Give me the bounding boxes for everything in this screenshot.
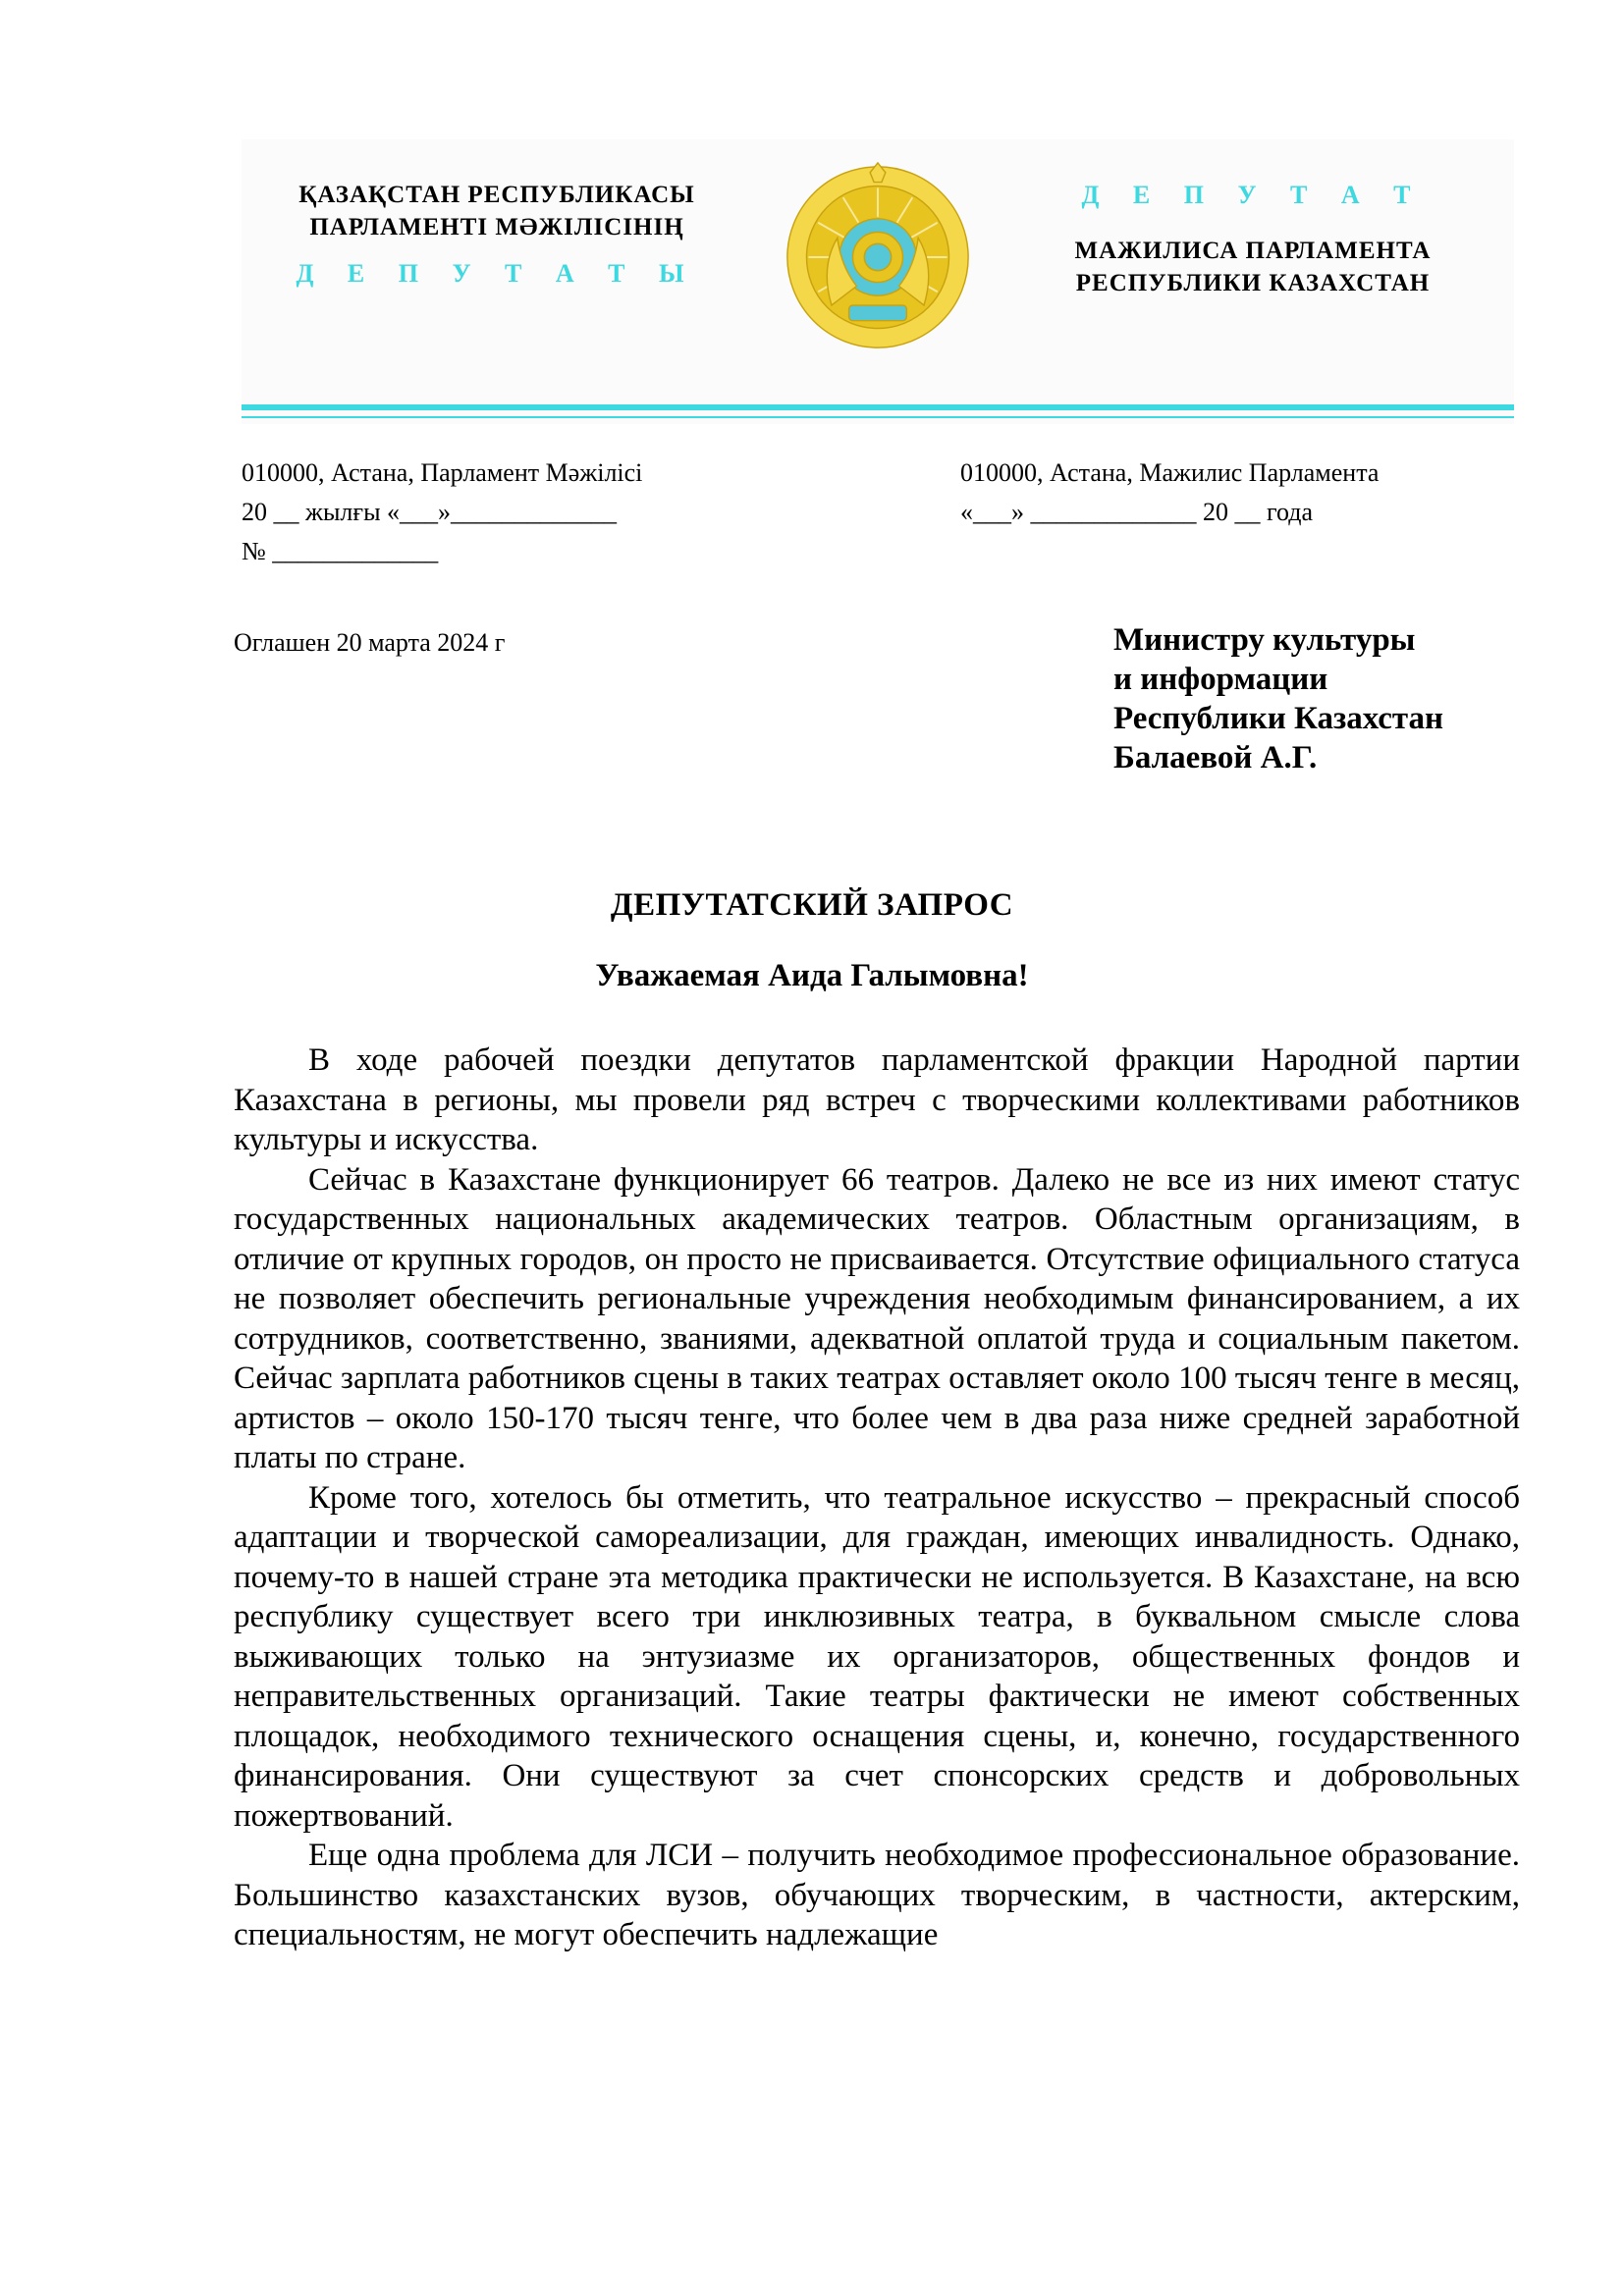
recipient-block <box>1113 620 1443 777</box>
letterhead-left-line-1: ҚАЗАҚСТАН РЕСПУБЛИКАСЫ <box>298 182 695 208</box>
body-paragraph: Еще одна проблема для ЛСИ – получить необходимое профессиональное образование. Большинство казахстанских вузов, обучающих творческим, в частности, актерским, специальностям, не могут обеспечить надлежащие <box>234 1838 1520 1952</box>
address-block-russian <box>960 454 1510 532</box>
greeting: Уважаемая Аида Галымовна! <box>595 958 1029 993</box>
address-right-line-2: «___» _____________ 20 __ года <box>960 498 1314 526</box>
address-block-kazakh <box>242 454 791 571</box>
letterhead-left-line-2: ПАРЛАМЕНТІ МӘЖІЛІСІНІҢ <box>309 214 684 240</box>
body-paragraph: Сейчас в Казахстане функционирует 66 театров. Далеко не все из них имеют статус государственных национальных академических театров. Областным организациям, в отличие от крупных городов, он просто не присваивается. Отсутствие официального статуса не позволяет обеспечить региональные учреждения необходимым финансированием, а их сотрудников, соответственно, званиями, адекватной оплатой труда и социальным пакетом. Сейчас зарплата работников сцены в таких театрах оставляет около 100 тысяч тенге в месяц, артистов – около 150-170 тысяч тенге, что более чем в два раза ниже средней заработной платы по стране. <box>234 1161 1520 1475</box>
address-left-line-1: 010000, Астана, Парламент Мәжілісі <box>242 458 643 487</box>
address-left-line-3: № _____________ <box>242 537 439 565</box>
letterhead-divider-thick <box>242 404 1514 410</box>
recipient-line-2: и информации <box>1113 662 1328 697</box>
kazakhstan-emblem-icon <box>782 161 974 353</box>
recipient-line-3: Республики Казахстан <box>1113 701 1444 736</box>
recipient-line-4: Балаевой А.Г. <box>1113 740 1318 775</box>
letterhead-divider-thin <box>242 416 1514 418</box>
recipient-line-1: Министру культуры <box>1113 622 1416 658</box>
announcement-date: Оглашен 20 марта 2024 г <box>234 628 506 657</box>
address-left-line-2: 20 __ жылғы «___»_____________ <box>242 498 618 526</box>
letterhead-right-title: Д Е П У Т А Т <box>1081 181 1425 209</box>
letter-body <box>234 1041 1520 1955</box>
body-paragraph: В ходе рабочей поездки депутатов парламентской фракции Народной партии Казахстана в регионы, мы провели ряд встреч с творческими коллективами работников культуры и искусства. <box>234 1042 1520 1157</box>
letterhead-left-title: Д Е П У Т А Т Ы <box>296 259 698 288</box>
letterhead-left <box>242 179 752 290</box>
letterhead-right-line-2: РЕСПУБЛИКИ КАЗАХСТАН <box>1075 270 1431 296</box>
address-right-line-1: 010000, Астана, Мажилис Парламента <box>960 458 1380 487</box>
letterhead-right <box>1037 179 1469 299</box>
letterhead-right-line-1: МАЖИЛИСА ПАРЛАМЕНТА <box>1074 238 1432 264</box>
body-paragraph: Кроме того, хотелось бы отметить, что театральное искусство – прекрасный способ адаптации и творческой самореализации, для граждан, имеющих инвалидность. Однако, почему-то в нашей стране эта методика практически не используется. В Казахстане, на всю республику существует всего три инклюзивных театра, в буквальном смысле слова выживающих только на энтузиазме их организаторов, общественных фондов и неправительственных организаций. Такие театры фактически не имеют собственных площадок, необходимого технического оснащения сцены, и, конечно, государственного финансирования. Они существуют за счет спонсорских средств и добровольных пожертвований. <box>234 1479 1520 1834</box>
document-title: ДЕПУТАТСКИЙ ЗАПРОС <box>610 887 1014 923</box>
